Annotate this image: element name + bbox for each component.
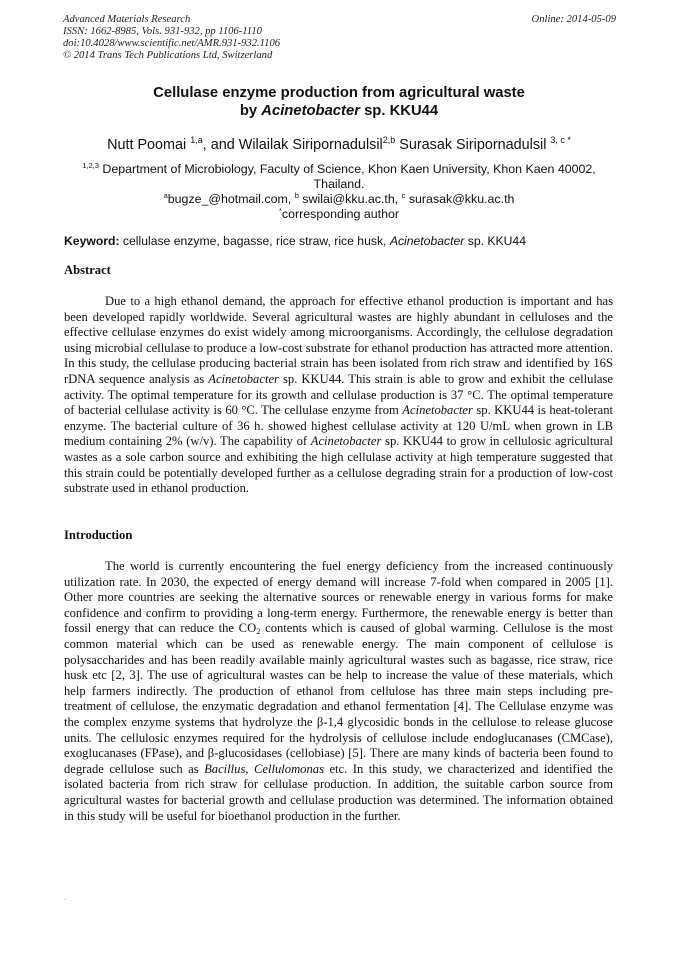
author-list	[0, 136, 678, 154]
intro-text-3: ,	[245, 761, 254, 776]
affiliation-line	[64, 162, 614, 192]
intro-genus-2: Cellulomonas	[254, 761, 324, 776]
title-line-2	[0, 102, 678, 120]
author-2-sup: 2,b	[382, 135, 396, 145]
affiliation-block	[64, 162, 614, 222]
keyword-text: cellulase enzyme, bagasse, rice straw, rice husk,	[119, 234, 390, 248]
abstract-text-4: sp. KKU44 to grow in cellulosic agricultural wastes as a sole carbon source and exhibiting the high cellulase activity at high temperature suggested that this strain could be potentially developed further as a cellulose degrading strain for a production of low-cost substrate used in ethanol production.	[64, 434, 613, 496]
journal-header	[63, 14, 280, 62]
abstract-heading: Abstract	[64, 263, 111, 277]
doi-line: doi:10.4028/www.scientific.net/AMR.931-932.1106	[63, 38, 281, 49]
affiliation-text: Department of Microbiology, Faculty of Science, Khon Kaen University, Khon Kaen 40002, Thailand.	[98, 162, 596, 191]
paper-title	[0, 84, 678, 120]
title-genus: Acinetobacter	[261, 103, 360, 119]
page-mark: .	[64, 893, 66, 902]
copyright-line: © 2014 Trans Tech Publications Ltd, Switzerland	[63, 50, 273, 61]
keyword-suffix: sp. KKU44	[464, 234, 526, 248]
title-line-1: Cellulase enzyme production from agricultural waste	[153, 85, 525, 101]
intro-text-1: The world is currently encountering the fuel energy deficiency from the increased continuously utilization rate. In 2030, the expected of energy demand will increase 7-fold when compared in 2005 [1]. Other more countries are seeking the alternative sources or renewable energy in various forms for make confidence and confirm to providing a long-term energy. Furthermore, the renewable energy is better than fossil energy that can reduce the CO	[64, 559, 613, 636]
corresponding-line	[64, 207, 614, 222]
keyword-label: Keyword:	[64, 234, 120, 248]
email-c: surasak@kku.ac.th	[405, 192, 515, 206]
intro-text-2: contents which is caused of global warming. Cellulose is the most common material which can be used as renewable energy. The main component of cellulose is polysaccharides and has been readily available mainly agricultural wastes such as bagasse, rice straw, rice husk etc [2, 3]. The use of agricultural wastes can be help to increase the value of these materials, which help farmers indirectly. The production of ethanol from cellulose has three main steps including pre-treatment of cellulose, the enzymatic degradation and ethanol fermentation [4]. The Cellulase enzyme was the complex enzyme systems that hydrolyze the β-1,4 glycosidic bonds in the cellulose to release glucose units. The cellulosic enzymes required for the hydrolysis of cellulose include endoglucanases (CMCase), exoglucanases (FPase), and β-glucosidases (cellobiase) [5]. There are many kinds of bacteria been found to degrade cellulose such as	[64, 621, 614, 776]
intro-genus-1: Bacillus	[204, 761, 246, 776]
introduction-heading: Introduction	[64, 528, 133, 542]
abstract-text-3: sp. KKU44 is heat-tolerant enzyme. The bacterial culture of 36 h. showed highest cellulase activity at 120 U/mL when grown in LB medium containing 2% (w/v). The capability of	[64, 403, 613, 449]
keyword-line	[64, 234, 624, 249]
abstract-text-2: sp. KKU44. This strain is able to grow and exhibit the cellulase activity. The optimal temperature for its growth and cellulase production is 37 °C. The optimal temperature of bacterial cellulase activity is 60 °C. The cellulase enzyme from	[64, 371, 613, 418]
abstract-text-1: Due to a high ethanol demand, the approach for effective ethanol production is important and has been developed rapidly worldwide. Several agricultural wastes are highly abundant in celluloses and the effective cellulase enzymes do exist widely among microorganisms. Accordingly, the cellulose degradation using microbial cellulase to produce a low-cost substrate for ethanol production has attracted more attention. In this study, the cellulase producing bacterial strain has been isolated from rich straw and identified by 16S rDNA sequence analysis as	[64, 294, 613, 386]
email-line: $^a$bugze_@hotmail.com, $^b$ swilai@kku.ac.th, $^c$ surasak@kku.ac.th	[163, 191, 515, 206]
email-b: swilai@kku.ac.th,	[298, 192, 402, 206]
online-date: Online: 2014-05-09	[531, 14, 616, 25]
abstract-genus-1: Acinetobacter	[208, 371, 279, 386]
email-b-sup: b	[294, 191, 299, 200]
email-a-sup: a	[163, 191, 168, 200]
title-prefix: by	[239, 103, 262, 119]
journal-name: Advanced Materials Research	[63, 14, 191, 25]
issn-line: ISSN: 1662-8985, Vols. 931-932, pp 1106-1110	[63, 26, 262, 37]
introduction-body	[64, 559, 613, 824]
abstract-genus-3: Acinetobacter	[310, 434, 382, 449]
author-3: Surasak Siripornadulsil	[395, 137, 551, 153]
affiliation-sup: 1,2,3	[82, 161, 99, 170]
author-2: , and Wilailak Siripornadulsil	[202, 137, 383, 153]
intro-text-4: etc. In this study, we characterized and identified the isolated bacteria from rich straw for cellulase production. In addition, the suitable carbon source from agricultural wastes for bacterial growth and cellulase production was determined. The information obtained in this study will be useful for bioethanol production in the further.	[64, 761, 613, 823]
author-3-sup: 3, c *	[550, 135, 571, 145]
corresponding-text: corresponding author	[281, 207, 400, 221]
corresponding-sup: *	[278, 206, 282, 215]
abstract-body	[64, 294, 613, 497]
co2-subscript: 2	[256, 626, 261, 637]
author-1-sup: 1,a	[190, 135, 203, 145]
abstract-genus-2: Acinetobacter	[402, 403, 473, 418]
keyword-genus: Acinetobacter	[389, 234, 465, 248]
email-c-sup: c	[401, 191, 406, 200]
email-a: bugze_@hotmail.com	[167, 192, 288, 206]
author-1: Nutt Poomai	[107, 137, 191, 153]
title-suffix: sp. KKU44	[359, 103, 439, 119]
